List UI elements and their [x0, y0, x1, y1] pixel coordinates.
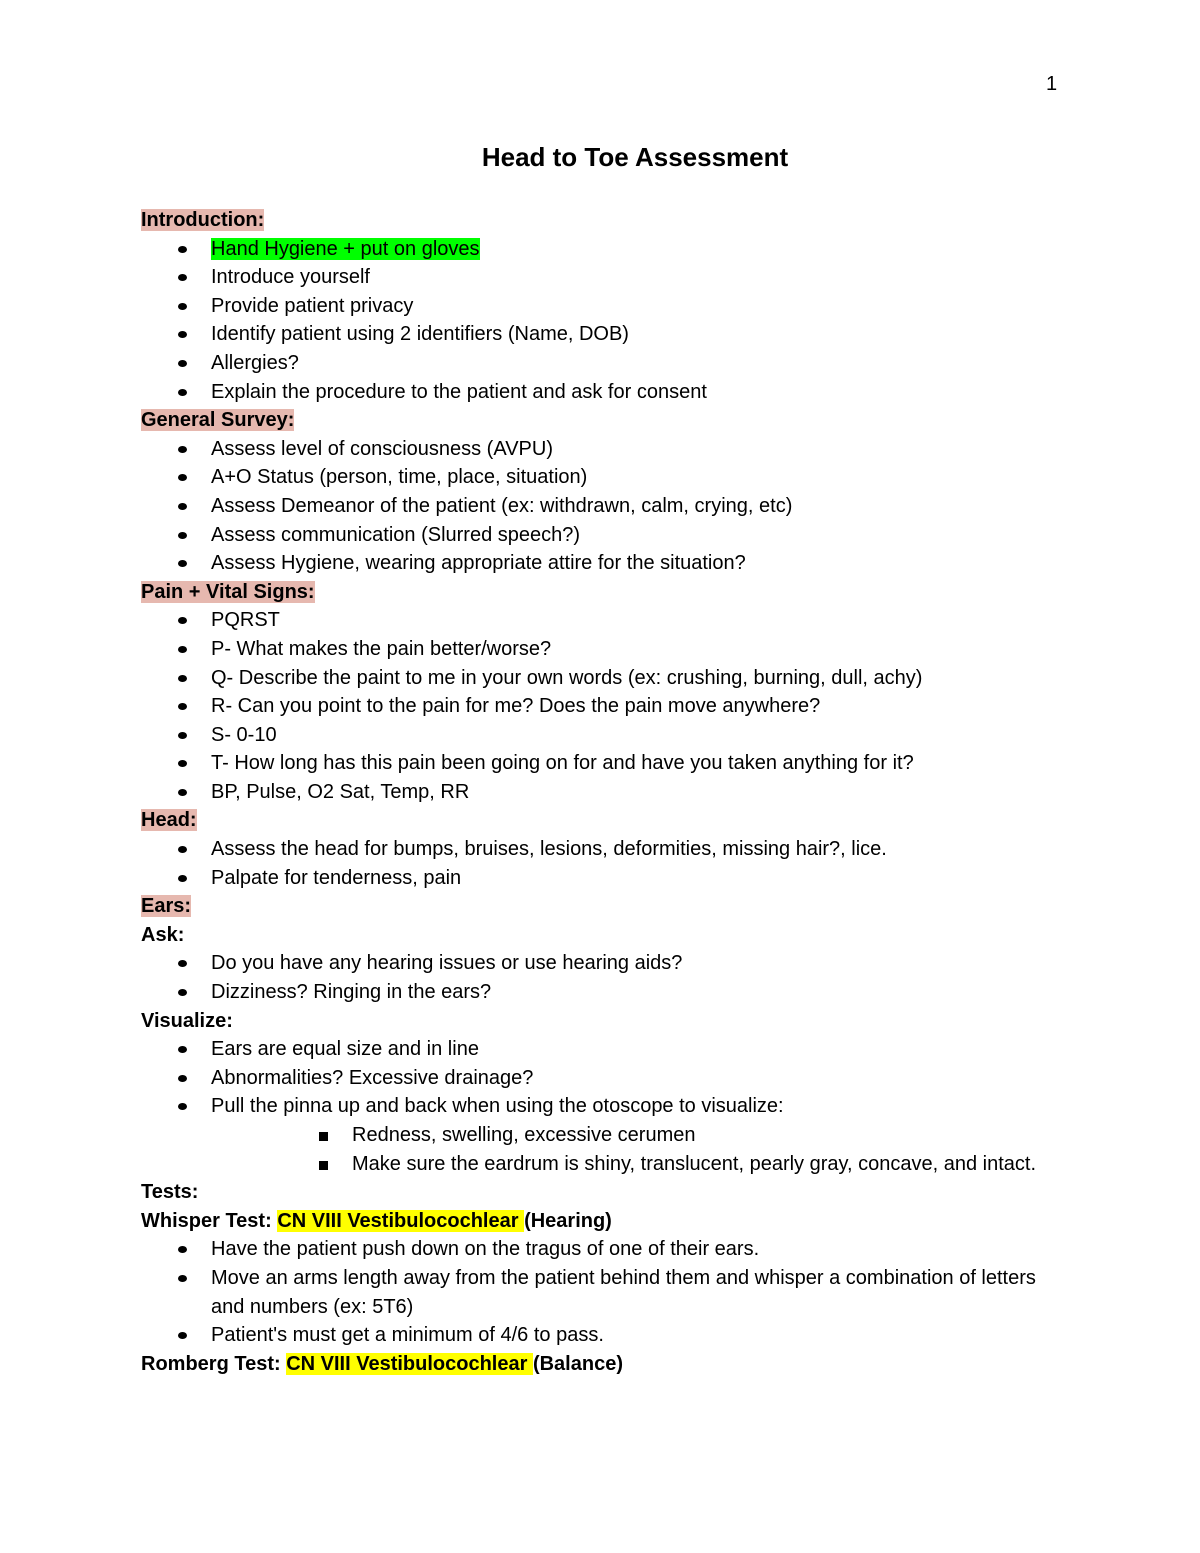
section-heading-pain-vitals: Pain + Vital Signs: [141, 580, 315, 603]
bullet-icon [178, 446, 187, 453]
list-item: Ears are equal size and in line [141, 1035, 1061, 1064]
list-item: Provide patient privacy [141, 292, 1061, 321]
list-item: Abnormalities? Excessive drainage? [141, 1064, 1061, 1093]
bullet-icon [178, 960, 187, 967]
list-item: Assess the head for bumps, bruises, lesions, deformities, missing hair?, lice. [141, 835, 1061, 864]
ears-ask-list [141, 949, 1061, 1006]
list-item: Patient's must get a minimum of 4/6 to pass. [141, 1321, 1061, 1350]
list-item: Do you have any hearing issues or use hearing aids? [141, 949, 1061, 978]
whisper-test-heading: Whisper Test: CN VIII Vestibulocochlear (Hearing) [141, 1209, 612, 1232]
sub-list-item: Make sure the eardrum is shiny, translucent, pearly gray, concave, and intact. [141, 1150, 1061, 1179]
list-item: Assess Demeanor of the patient (ex: withdrawn, calm, crying, etc) [141, 492, 1061, 521]
bullet-icon [178, 617, 187, 624]
bullet-icon [178, 1246, 187, 1253]
square-bullet-icon [319, 1161, 328, 1170]
bullet-icon [178, 789, 187, 796]
list-item: T- How long has this pain been going on for and have you taken anything for it? [141, 749, 1061, 778]
list-item: Assess Hygiene, wearing appropriate attire for the situation? [141, 549, 1061, 578]
list-item: Have the patient push down on the tragus of one of their ears. [141, 1235, 1061, 1264]
list-item: P- What makes the pain better/worse? [141, 635, 1061, 664]
bullet-icon [178, 331, 187, 338]
list-item: Palpate for tenderness, pain [141, 864, 1061, 893]
bullet-icon [178, 875, 187, 882]
bullet-icon [178, 732, 187, 739]
list-item: Introduce yourself [141, 263, 1061, 292]
list-item: A+O Status (person, time, place, situation) [141, 463, 1061, 492]
bullet-icon [178, 989, 187, 996]
introduction-list [141, 235, 1061, 407]
list-item: Assess communication (Slurred speech?) [141, 521, 1061, 550]
section-heading-general-survey: General Survey: [141, 409, 295, 432]
section-heading-ears: Ears: [141, 895, 192, 918]
bullet-icon [178, 1075, 187, 1082]
document-title: Head to Toe Assessment [481, 142, 789, 172]
bullet-icon [178, 1103, 187, 1110]
section-heading-head: Head: [141, 809, 197, 832]
section-heading-introduction: Introduction: [141, 209, 265, 231]
list-item: Explain the procedure to the patient and ask for consent [141, 378, 1061, 407]
bullet-icon [178, 846, 187, 853]
list-item: S- 0-10 [141, 721, 1061, 750]
list-item: Move an arms length away from the patient behind them and whisper a combination of letters and numbers (ex: 5T6) [141, 1264, 1061, 1321]
general-survey-list [141, 435, 1061, 578]
bullet-icon [178, 1332, 187, 1339]
bullet-icon [178, 760, 187, 767]
whisper-test-list [141, 1235, 1061, 1349]
bullet-icon [178, 474, 187, 481]
list-item: Dizziness? Ringing in the ears? [141, 978, 1061, 1007]
list-item: Pull the pinna up and back when using the otoscope to visualize: [141, 1092, 1061, 1121]
subheading-tests: Tests: [141, 1181, 199, 1204]
subheading-ask: Ask: [141, 923, 185, 946]
subheading-visualize: Visualize: [141, 1009, 233, 1032]
bullet-icon [178, 246, 187, 253]
bullet-icon [178, 560, 187, 567]
list-item: BP, Pulse, O2 Sat, Temp, RR [141, 778, 1061, 807]
list-item: Allergies? [141, 349, 1061, 378]
square-bullet-icon [319, 1132, 328, 1141]
cranial-nerve-label: CN VIII Vestibulocochlear [286, 1352, 533, 1375]
list-item: Q- Describe the paint to me in your own words (ex: crushing, burning, dull, achy) [141, 664, 1061, 693]
bullet-icon [178, 503, 187, 510]
ears-visualize-sublist [141, 1121, 1061, 1178]
head-list [141, 835, 1061, 892]
list-item: R- Can you point to the pain for me? Does the pain move anywhere? [141, 692, 1061, 721]
list-item: Hand Hygiene + put on gloves [141, 235, 1061, 264]
page-number: 1 [1046, 73, 1058, 95]
cranial-nerve-label: CN VIII Vestibulocochlear [277, 1209, 525, 1232]
bullet-icon [178, 360, 187, 367]
bullet-icon [178, 303, 187, 310]
bullet-icon [178, 1275, 187, 1282]
ears-visualize-list [141, 1035, 1061, 1121]
document-body [141, 206, 1061, 1378]
bullet-icon [178, 389, 187, 396]
bullet-icon [178, 274, 187, 281]
bullet-icon [178, 703, 187, 710]
list-item: Identify patient using 2 identifiers (Name, DOB) [141, 320, 1061, 349]
bullet-icon [178, 675, 187, 682]
list-item: PQRST [141, 606, 1061, 635]
list-item: Assess level of consciousness (AVPU) [141, 435, 1061, 464]
bullet-icon [178, 1046, 187, 1053]
bullet-icon [178, 532, 187, 539]
romberg-test-heading: Romberg Test: CN VIII Vestibulocochlear (Balance) [141, 1352, 623, 1375]
sub-list-item: Redness, swelling, excessive cerumen [141, 1121, 1061, 1150]
bullet-icon [178, 646, 187, 653]
pain-vitals-list [141, 606, 1061, 806]
